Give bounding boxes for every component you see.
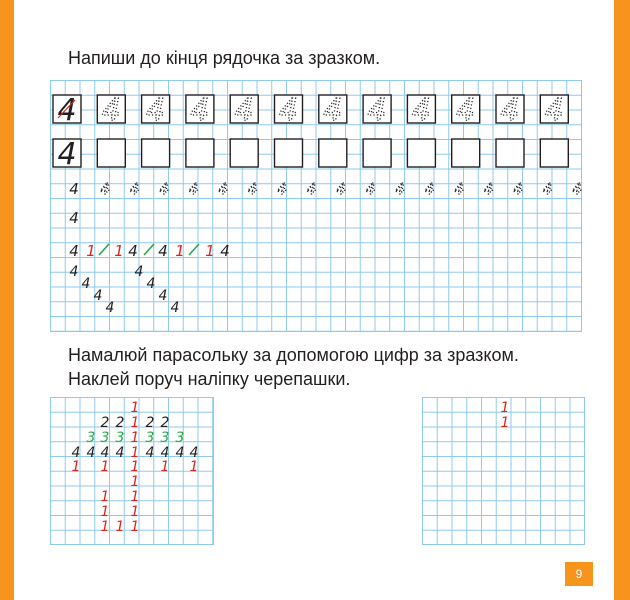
- umbrella-digit: 1: [130, 445, 140, 461]
- trace-digit: 4: [101, 93, 121, 128]
- umbrella-digit: 3: [115, 430, 125, 446]
- row-sample-digit: 4: [69, 180, 79, 198]
- digit-writing-rows: [69, 180, 582, 316]
- umbrella-digit: 1: [130, 430, 140, 446]
- shaft-digit: 1: [130, 459, 140, 475]
- umbrella-digit: 4: [145, 445, 155, 461]
- exercise2-instruction-line2: Наклей поруч наліпку черепашки.: [68, 369, 351, 389]
- exercise2-instruction-line1: Намалюй парасольку за допомогою цифр за зразком.: [68, 345, 519, 365]
- row-trace-digit: 4: [542, 180, 553, 198]
- handle-digit: 1: [100, 489, 110, 505]
- write-box: [275, 139, 303, 167]
- write-box: [230, 139, 258, 167]
- trace-digit: 4: [411, 93, 431, 128]
- pattern-slash: [99, 244, 109, 255]
- umbrella-digit: 3: [86, 430, 96, 446]
- trace-digit: 4: [456, 93, 476, 128]
- umbrella-digit: 3: [160, 430, 170, 446]
- start-digit: 1: [500, 415, 510, 431]
- umbrella-digit: 2: [115, 415, 125, 431]
- trace-digit: 4: [234, 93, 254, 128]
- umbrella-start: [501, 400, 510, 431]
- handle-digit: 1: [115, 519, 125, 535]
- umbrella-digit: 2: [100, 415, 110, 431]
- row-trace-digit: 4: [454, 180, 464, 198]
- digit-trace-boxes: [53, 93, 568, 172]
- zigzag-digit: 4: [158, 288, 168, 304]
- umbrella-digit: 2: [145, 415, 155, 431]
- pattern-digit: 1: [86, 242, 96, 260]
- zigzag-digit: 4: [170, 300, 180, 316]
- row-trace-digit: 4: [100, 180, 110, 198]
- row-trace-digit: 4: [572, 180, 582, 198]
- umbrella-sample: [72, 400, 199, 535]
- pattern-digit: 4: [69, 242, 79, 260]
- row-trace-digit: 4: [483, 180, 494, 198]
- trace-digit: 4: [323, 93, 343, 128]
- write-box: [496, 139, 524, 167]
- umbrella-digit: 1: [130, 415, 140, 431]
- umbrella-tip-digit: 1: [130, 400, 140, 416]
- canopy-edge-digit: 1: [160, 459, 170, 475]
- row-trace-digit: 4: [277, 180, 287, 198]
- row-trace-digit: 4: [365, 180, 376, 198]
- zigzag-digit: 4: [105, 300, 115, 316]
- row-trace-digit: 4: [247, 180, 258, 198]
- row-trace-digit: 4: [129, 180, 140, 198]
- umbrella-digit: 4: [175, 445, 185, 461]
- umbrella-digit: 3: [175, 430, 185, 446]
- umbrella-digit: 4: [86, 445, 96, 461]
- trace-digit: 4: [544, 93, 564, 128]
- trace-digit: 4: [367, 93, 387, 128]
- pattern-digit: 4: [220, 242, 230, 260]
- write-box: [540, 139, 568, 167]
- write-box: [363, 139, 391, 167]
- row-trace-digit: 4: [513, 180, 523, 198]
- umbrella-digit: 4: [71, 445, 81, 461]
- write-box: [142, 139, 170, 167]
- zigzag-digit: 4: [134, 264, 144, 280]
- trace-digit: 4: [190, 93, 210, 128]
- sample-digit: 4: [57, 137, 77, 172]
- trace-digit: 4: [146, 93, 166, 128]
- exercise1-instruction: Напиши до кінця рядочка за зразком.: [68, 48, 381, 68]
- handle-digit: 1: [100, 519, 110, 535]
- zigzag-digit: 4: [81, 276, 91, 292]
- trace-digit: 4: [278, 93, 299, 128]
- zigzag-digit: 4: [93, 288, 103, 304]
- umbrella-digit: 3: [145, 430, 155, 446]
- write-box: [319, 139, 347, 167]
- pattern-digit: 4: [158, 242, 168, 260]
- trace-digit: 4: [57, 93, 77, 128]
- row-trace-digit: 4: [336, 180, 346, 198]
- row-trace-digit: 4: [424, 180, 435, 198]
- row-trace-digit: 4: [188, 180, 199, 198]
- umbrella-digit: 2: [160, 415, 170, 431]
- canopy-edge-digit: 1: [189, 459, 199, 475]
- shaft-digit: 1: [130, 489, 140, 505]
- row-trace-digit: 4: [306, 180, 317, 198]
- write-box: [407, 139, 435, 167]
- write-box: [452, 139, 480, 167]
- zigzag-digit: 4: [146, 276, 156, 292]
- pattern-slash: [189, 244, 199, 255]
- write-box: [186, 139, 214, 167]
- handle-digit: 1: [100, 504, 110, 520]
- shaft-digit: 1: [130, 474, 140, 490]
- umbrella-digit: 4: [160, 445, 170, 461]
- trace-digit: 4: [500, 93, 520, 128]
- pattern-digit: 1: [114, 242, 124, 260]
- pattern-slash: [144, 244, 154, 255]
- pattern-digit: 4: [128, 242, 138, 260]
- shaft-digit: 1: [130, 519, 140, 535]
- row-trace-digit: 4: [395, 180, 405, 198]
- zigzag-digit: 4: [69, 264, 79, 280]
- canopy-edge-digit: 1: [71, 459, 81, 475]
- umbrella-digit: 4: [115, 445, 125, 461]
- row-trace-digit: 4: [218, 180, 228, 198]
- row-trace-digit: 4: [159, 180, 169, 198]
- shaft-digit: 1: [130, 504, 140, 520]
- umbrella-digit: 4: [100, 445, 110, 461]
- umbrella-digit: 4: [189, 445, 199, 461]
- row-sample-digit: 4: [69, 209, 79, 227]
- page-number: 9: [565, 562, 593, 586]
- pattern-digit: 1: [175, 242, 185, 260]
- canopy-edge-digit: 1: [100, 459, 110, 475]
- pattern-digit: 1: [205, 242, 215, 260]
- start-digit: 1: [500, 400, 510, 416]
- umbrella-digit: 3: [100, 430, 110, 446]
- write-box: [97, 139, 125, 167]
